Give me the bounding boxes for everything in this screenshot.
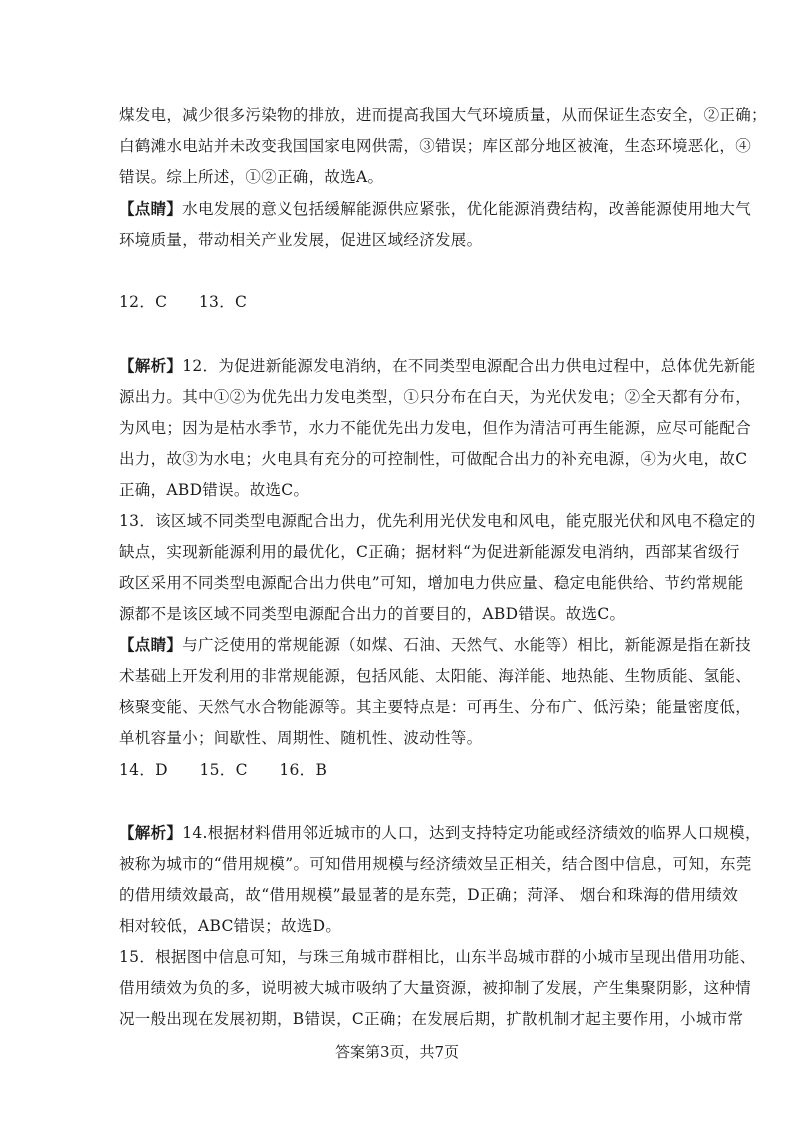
- text-line: 单机容量小；间歇性、周期性、随机性、波动性等。: [119, 729, 483, 747]
- text-line: 况一般出现在发展初期，B错误，C正确；在发展后期，扩散机制才起主要作用，小城市常: [119, 1010, 744, 1028]
- dianjing-paragraph-line: [119, 635, 751, 655]
- text-line: 与广泛使用的常规能源（如煤、石油、天然气、水能等）相比，新能源是指在新技: [182, 636, 752, 654]
- text-line: 核聚变能、天然气水合物能源等。其主要特点是：可再生、分布广、低污染；能量密度低，: [119, 698, 752, 716]
- text-line: 煤发电，减少很多污染物的排放，进而提高我国大气环境质量，从而保证生态安全，②正确；: [119, 106, 767, 124]
- dianjing-label: 【点睛】: [119, 635, 183, 654]
- answer-line: 12．C 13．C: [119, 293, 248, 311]
- text-line: 环境质量，带动相关产业发展，促进区域经济发展。: [119, 231, 483, 249]
- text-line: 水电发展的意义包括缓解能源供应紧张，优化能源消费结构，改善能源使用地大气: [182, 200, 752, 218]
- text-line: 源出力。其中①②为优先出力发电类型，①只分布在白天，为光伏发电；②全天都有分布，: [119, 388, 752, 406]
- text-line: 14.根据材料借用邻近城市的人口，达到支持特定功能或经济绩效的临界人口规模，: [182, 824, 761, 842]
- text-line: 13．该区域不同类型电源配合出力，优先利用光伏发电和风电，能克服光伏和风电不稳定的: [119, 512, 756, 530]
- text-line: 白鹤滩水电站并未改变我国国家电网供需，③错误；库区部分地区被淹，生态环境恶化，④: [119, 137, 752, 155]
- text-line: 被称为城市的“借用规模”。可知借用规模与经济绩效呈正相关，结合图中信息，可知，东莞: [119, 855, 752, 873]
- text-line: 的借用绩效最高，故“借用规模”最显著的是东莞，D正确；菏泽、 烟台和珠海的借用绩效: [119, 886, 739, 904]
- text-line: 15．根据图中信息可知，与珠三角城市群相比，山东半岛城市群的小城市呈现出借用功能、: [119, 948, 756, 966]
- text-line: 出力，故③为水电；火电具有充分的可控制性，可做配合出力的补充电源，④为火电，故C: [119, 450, 748, 468]
- answer-line: 14．D 15．C 16．B: [119, 761, 328, 779]
- dianjing-label: 【点睛】: [119, 199, 183, 218]
- text-line: 借用绩效为负的多，说明被大城市吸纳了大量资源，被抑制了发展，产生集聚阴影，这种情: [119, 979, 752, 997]
- jiexi-label: 【解析】: [119, 823, 183, 842]
- jiexi-paragraph-line: [119, 823, 761, 843]
- text-line: 为风电；因为是枯水季节，水力不能优先出力发电，但作为清洁可再生能源，应尽可能配合: [119, 419, 752, 437]
- page-footer: 答案第3页，共7页: [334, 1043, 460, 1061]
- jiexi-paragraph-line: [119, 356, 756, 376]
- text-line: 源都不是该区域不同类型电源配合出力的首要目的，ABD错误。故选C。: [119, 605, 626, 623]
- text-line: 缺点，实现新能源利用的最优化，C正确；据材料“为促进新能源发电消纳，西部某省级行: [119, 543, 740, 561]
- text-line: 正确，ABD错误。故选C。: [119, 481, 310, 499]
- text-line: 相对较低，ABC错误；故选D。: [119, 917, 342, 935]
- text-line: 政区采用不同类型电源配合出力供电”可知，增加电力供应量、稳定电能供给、节约常规能: [119, 574, 744, 592]
- jiexi-label: 【解析】: [119, 356, 183, 375]
- dianjing-paragraph-line: [119, 199, 751, 219]
- text-line: 术基础上开发利用的非常规能源，包括风能、太阳能、海洋能、地热能、生物质能、氢能、: [119, 667, 752, 685]
- text-line: 错误。综上所述，①②正确，故选A。: [119, 168, 384, 186]
- text-line: 12．为促进新能源发电消纳，在不同类型电源配合出力供电过程中，总体优先新能: [182, 357, 756, 375]
